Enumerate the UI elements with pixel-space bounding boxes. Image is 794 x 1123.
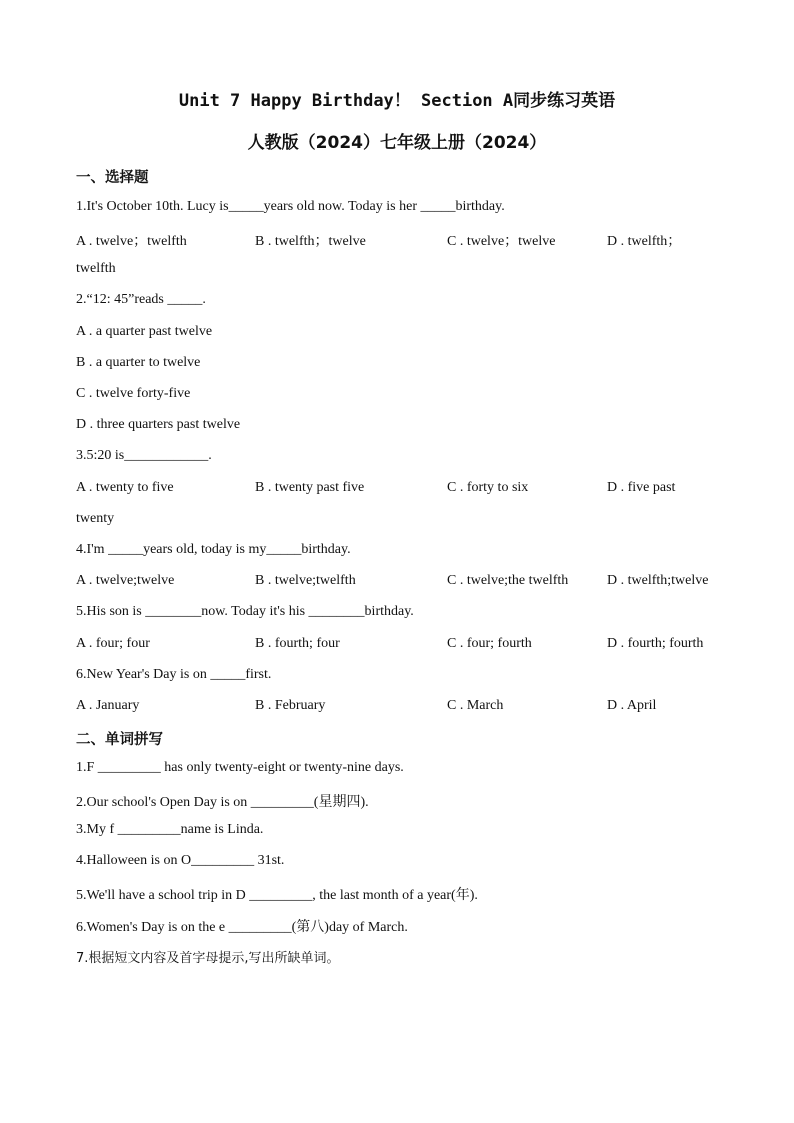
question-1-option-a: A . twelve；twelfth bbox=[76, 234, 187, 249]
question-4-option-c: C . twelve;the twelfth bbox=[447, 573, 569, 588]
question-3-option-b: B . twenty past five bbox=[255, 480, 365, 495]
question-6-option-c: C . March bbox=[447, 698, 504, 713]
spelling-item-4: 4.Halloween is on O_________ 31st. bbox=[76, 853, 285, 868]
question-5-stem: 5.His son is ________now. Today it's his ________birthday. bbox=[76, 604, 414, 619]
question-4-stem: 4.I'm _____years old, today is my_____birthday. bbox=[76, 542, 351, 557]
question-6-option-a: A . January bbox=[76, 698, 140, 713]
question-5-option-c: C . four; fourth bbox=[447, 636, 532, 651]
question-2-option-c: C . twelve forty-five bbox=[76, 386, 191, 401]
question-1-option-d: D . twelfth； bbox=[607, 234, 682, 249]
question-3-stem: 3.5:20 is____________. bbox=[76, 448, 212, 463]
question-6-option-d: D . April bbox=[607, 698, 657, 713]
question-4-option-b: B . twelve;twelfth bbox=[255, 573, 356, 588]
spelling-item-6: 6.Women's Day is on the e _________(第八)day of March. bbox=[76, 920, 408, 935]
question-3-option-a: A . twenty to five bbox=[76, 480, 174, 495]
question-3-option-d: D . five past bbox=[607, 480, 676, 495]
question-1-option-b: B . twelfth；twelve bbox=[255, 234, 366, 249]
question-5-option-d: D . fourth; fourth bbox=[607, 636, 704, 651]
spelling-item-7: 7.根据短文内容及首字母提示,写出所缺单词。 bbox=[76, 951, 340, 966]
spelling-item-1: 1.F _________ has only twenty-eight or twenty-nine days. bbox=[76, 760, 404, 775]
question-3-option-c: C . forty to six bbox=[447, 480, 529, 495]
question-4-option-d: D . twelfth;twelve bbox=[607, 573, 709, 588]
section-heading-spelling: 二、单词拼写 bbox=[76, 732, 163, 748]
question-6-option-b: B . February bbox=[255, 698, 326, 713]
spelling-item-5: 5.We'll have a school trip in D _________, the last month of a year(年). bbox=[76, 888, 478, 903]
question-1-option-c: C . twelve；twelve bbox=[447, 234, 556, 249]
section-heading-choice: 一、选择题 bbox=[76, 170, 149, 186]
spelling-item-3: 3.My f _________name is Linda. bbox=[76, 822, 264, 837]
question-5-option-a: A . four; four bbox=[76, 636, 150, 651]
spelling-item-2: 2.Our school's Open Day is on _________(星期四). bbox=[76, 795, 369, 810]
question-2-option-a: A . a quarter past twelve bbox=[76, 324, 213, 339]
question-5-option-b: B . fourth; four bbox=[255, 636, 340, 651]
question-4-option-a: A . twelve;twelve bbox=[76, 573, 175, 588]
page-subtitle: 人教版（2024）七年级上册（2024） bbox=[247, 133, 547, 153]
question-1-stem: 1.It's October 10th. Lucy is_____years old now. Today is her _____birthday. bbox=[76, 199, 505, 214]
question-1-option-d-continued: twelfth bbox=[76, 261, 116, 276]
question-6-stem: 6.New Year's Day is on _____first. bbox=[76, 667, 272, 682]
page-title: Unit 7 Happy Birthday！ Section A同步练习英语 bbox=[178, 91, 616, 111]
question-3-option-d-continued: twenty bbox=[76, 511, 115, 526]
question-2-option-b: B . a quarter to twelve bbox=[76, 355, 201, 370]
question-2-stem: 2.“12: 45”reads _____. bbox=[76, 292, 206, 307]
question-2-option-d: D . three quarters past twelve bbox=[76, 417, 241, 432]
